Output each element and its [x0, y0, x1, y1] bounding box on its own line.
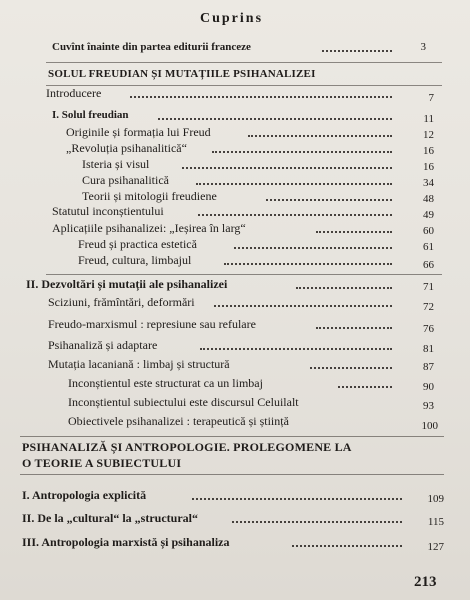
leader-dots [224, 253, 392, 265]
toc-title: Cuprins [200, 11, 264, 26]
toc-entry-text: Sciziuni, frămîntări, deformări [48, 295, 195, 309]
toc-entry-page: 49 [423, 209, 434, 221]
leader-dots [292, 535, 402, 547]
part2-heading-line2: O TEORIE A SUBIECTULUI [22, 456, 182, 470]
toc-entry-text: I. Antropologia explicită [22, 488, 147, 502]
leader-dots [322, 40, 392, 52]
toc-entry-text: Aplicațiile psihanalizei: „Ieșirea în larg“ [52, 221, 246, 235]
toc-entry-text: Freud și practica estetică [78, 237, 197, 251]
section-rule [46, 62, 442, 63]
part2-heading-line1: PSIHANALIZĂ ȘI ANTROPOLOGIE. PROLEGOMENE LA [22, 440, 352, 454]
toc-entry-page: 100 [421, 420, 438, 432]
page-number: 213 [414, 574, 437, 590]
toc-entry-text: Originile și formația lui Freud [66, 125, 211, 139]
leader-dots [338, 376, 392, 388]
toc-entry-text: „Revoluția psihanalitică“ [66, 141, 187, 155]
leader-dots [212, 141, 392, 153]
toc-entry-preface-text: Cuvînt înainte din partea editurii franceze [52, 41, 251, 53]
toc-entry-page: 81 [423, 343, 434, 355]
chapter2-title: II. Dezvoltări și mutații ale psihanalizei [26, 277, 228, 291]
section-rule [20, 474, 444, 475]
leader-dots [198, 204, 392, 216]
toc-entry-page: 12 [423, 129, 434, 141]
toc-entry-page: 76 [423, 323, 434, 335]
toc-entry-text: Inconștientul este structurat ca un limbaj [68, 376, 263, 390]
toc-entry-page: 34 [423, 177, 434, 189]
leader-dots [192, 488, 402, 500]
toc-entry-preface-page: 3 [420, 41, 426, 53]
leader-dots [316, 317, 392, 329]
toc-entry-intro-page: 7 [428, 92, 434, 104]
leader-dots [196, 173, 392, 185]
leader-dots [234, 237, 392, 249]
part1-heading: SOLUL FREUDIAN ȘI MUTAȚIILE PSIHANALIZEI [48, 68, 316, 80]
leader-dots [248, 125, 392, 137]
leader-dots [266, 189, 392, 201]
toc-entry-page: 60 [423, 225, 434, 237]
toc-entry-page: 109 [427, 493, 444, 505]
leader-dots [316, 221, 392, 233]
toc-entry-text: Cura psihanalitică [82, 173, 169, 187]
toc-entry-page: 66 [423, 259, 434, 271]
leader-dots [232, 511, 402, 523]
leader-dots [200, 338, 392, 350]
toc-entry-text: III. Antropologia marxistă și psihanaliza [22, 535, 230, 549]
toc-entry-page: 87 [423, 361, 434, 373]
toc-entry-page: 72 [423, 301, 434, 313]
toc-entry-page: 61 [423, 241, 434, 253]
toc-entry-page: 93 [423, 400, 434, 412]
leader-dots [214, 295, 392, 307]
chapter1-page: 11 [423, 113, 434, 125]
toc-entry-text: Freud, cultura, limbajul [78, 253, 192, 267]
leader-dots [310, 357, 392, 369]
toc-entry-page: 115 [427, 516, 444, 528]
toc-entry-text: Isteria și visul [82, 157, 150, 171]
toc-entry-text: Mutația lacaniană : limbaj și structură [48, 357, 230, 371]
toc-entry-text: Inconștientul subiectului este discursul Celuilalt [68, 395, 299, 409]
section-rule [20, 436, 444, 437]
toc-entry-intro-text: Introducere [46, 86, 102, 100]
section-rule [46, 274, 442, 275]
toc-entry-page: 127 [427, 541, 444, 553]
chapter2-page: 71 [423, 281, 434, 293]
leader-dots [130, 86, 392, 98]
toc-entry-page: 16 [423, 145, 434, 157]
toc-entry-text: Teorii și mitologii freudiene [82, 189, 217, 203]
toc-entry-text: Freudo-marxismul : represiune sau refulare [48, 317, 256, 331]
toc-entry-page: 48 [423, 193, 434, 205]
toc-entry-page: 90 [423, 381, 434, 393]
toc-entry-text: Statutul inconștientului [52, 204, 164, 218]
leader-dots [296, 277, 392, 289]
toc-entry-page: 16 [423, 161, 434, 173]
toc-entry-text: Psihanaliză și adaptare [48, 338, 158, 352]
leader-dots [182, 157, 392, 169]
toc-entry-text: II. De la „cultural“ la „structural“ [22, 511, 198, 525]
toc-entry-text: Obiectivele psihanalizei : terapeutică și știință [68, 414, 289, 428]
chapter1-title: I. Solul freudian [52, 109, 129, 121]
leader-dots [158, 108, 392, 120]
